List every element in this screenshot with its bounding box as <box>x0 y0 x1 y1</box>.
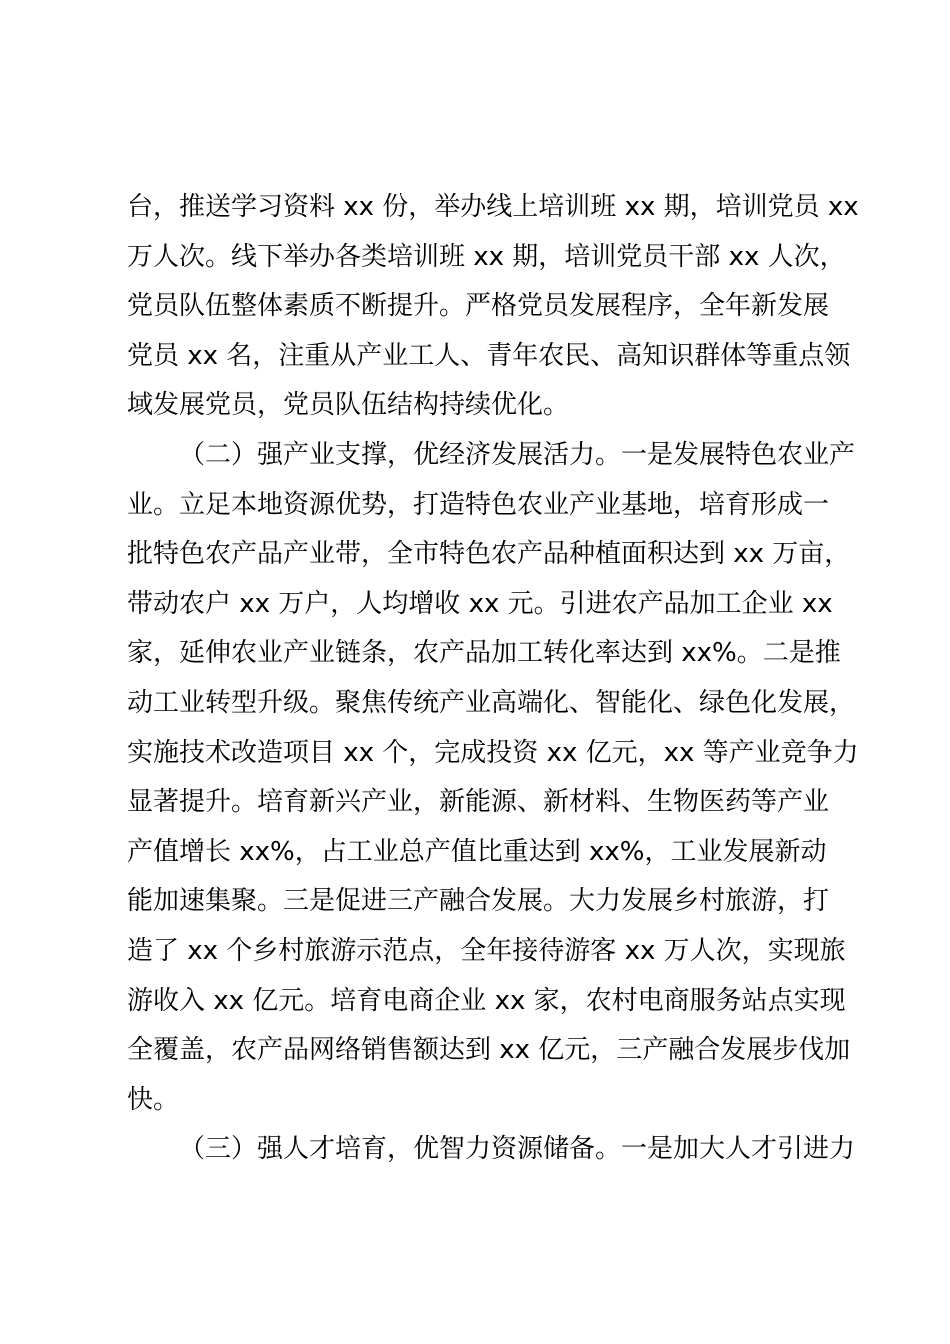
text-line: 党员 xx 名，注重从产业工人、青年农民、高知识群体等重点领 <box>127 340 851 371</box>
text-line: 产值增长 xx%，占工业总产值比重达到 xx%，工业发展新动 <box>127 836 827 867</box>
text-line: 带动农户 xx 万户，人均增收 xx 元。引进农产品加工企业 xx <box>127 588 833 619</box>
text-line: 业。立足本地资源优势，打造特色农业产业基地，培育形成一 <box>127 489 830 520</box>
section-heading-line: （三）强人才培育，优智力资源储备。一是加大人才引进力 <box>179 1134 856 1165</box>
text-line: 台，推送学习资料 xx 份，举办线上培训班 xx 期，培训党员 xx <box>127 192 859 222</box>
text-line: 快。 <box>127 1084 180 1115</box>
text-line: 党员队伍整体素质不断提升。严格党员发展程序，全年新发展 <box>127 291 830 322</box>
text-line: 批特色农产品产业带，全市特色农产品种植面积达到 xx 万亩， <box>127 539 851 570</box>
section-heading-line: （二）强产业支撑，优经济发展活力。一是发展特色农业产 <box>179 439 856 470</box>
text-line: 显著提升。培育新兴产业，新能源、新材料、生物医药等产业 <box>127 787 830 818</box>
text-line: 域发展党员，党员队伍结构持续优化。 <box>127 390 570 421</box>
text-line: 家，延伸农业产业链条，农产品加工转化率达到 xx%。二是推 <box>127 638 841 669</box>
text-line: 实施技术改造项目 xx 个，完成投资 xx 亿元，xx 等产业竞争力 <box>127 737 859 768</box>
text-line: 游收入 xx 亿元。培育电商企业 xx 家，农村电商服务站点实现 <box>127 985 846 1016</box>
text-line: 万人次。线下举办各类培训班 xx 期，培训党员干部 xx 人次， <box>127 241 846 272</box>
body-text <box>127 183 857 1175</box>
text-line: 动工业转型升级。聚焦传统产业高端化、智能化、绿色化发展， <box>127 687 856 718</box>
text-line: 能加速集聚。三是促进三产融合发展。大力发展乡村旅游，打 <box>127 886 830 917</box>
text-line: 造了 xx 个乡村旅游示范点，全年接待游客 xx 万人次，实现旅 <box>127 935 846 966</box>
text-line: 全覆盖，农产品网络销售额达到 xx 亿元，三产融合发展步伐加 <box>127 1035 851 1066</box>
